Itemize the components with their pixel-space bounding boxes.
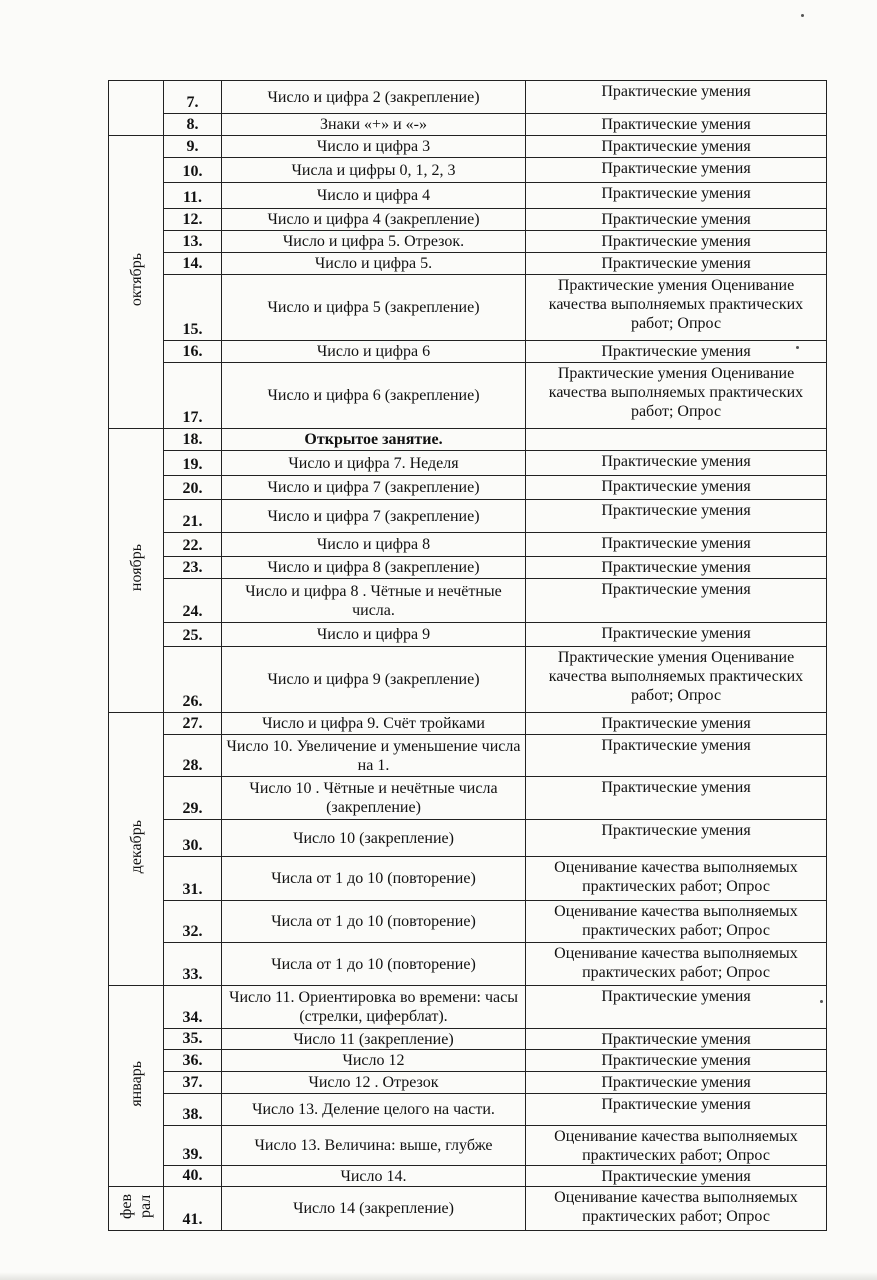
control-form: Практические умения Оценивание качества выполняемых практических работ; Опрос [526,275,827,341]
lesson-topic: Число и цифра 9 (закрепление) [222,647,526,713]
lesson-topic: Число 10. Увеличение и уменьшение числа на 1. [222,735,526,777]
lesson-topic: Знаки «+» и «-» [222,114,526,136]
table-row [109,451,827,476]
lesson-number: 34. [164,986,222,1029]
control-form: Практические умения [526,476,827,500]
table-row [109,735,827,777]
control-form: Практические умения Оценивание качества выполняемых практических работ; Опрос [526,647,827,713]
control-form: Практические умения [526,1072,827,1094]
control-form: Практические умения [526,820,827,857]
table-row [109,209,827,231]
control-form: Практические умения [526,341,827,363]
control-form [526,429,827,451]
lesson-topic: Число и цифра 8 (закрепление) [222,557,526,579]
table-row [109,857,827,901]
lesson-topic: Числа и цифры 0, 1, 2, 3 [222,158,526,183]
table-row [109,114,827,136]
lesson-number: 11. [164,183,222,209]
lesson-number: 8. [164,114,222,136]
lesson-topic: Число 14. [222,1166,526,1187]
control-form: Оценивание качества выполняемых практических работ; Опрос [526,1126,827,1166]
table-row [109,158,827,183]
table-row [109,986,827,1029]
table-row [109,533,827,557]
lesson-number: 31. [164,857,222,901]
control-form: Практические умения [526,533,827,557]
table-row [109,647,827,713]
control-form: Практические умения [526,231,827,253]
lesson-topic: Числа от 1 до 10 (повторение) [222,857,526,901]
table-row [109,136,827,158]
scan-speck [801,14,804,17]
table-row [109,820,827,857]
table-row [109,1094,827,1126]
lesson-number: 32. [164,901,222,943]
control-form: Практические умения [526,183,827,209]
lesson-topic: Открытое занятие. [222,429,526,451]
table-row [109,1187,827,1231]
lesson-number: 19. [164,451,222,476]
lesson-number: 22. [164,533,222,557]
control-form: Практические умения [526,557,827,579]
lesson-topic: Число 13. Величина: выше, глубже [222,1126,526,1166]
control-form: Практические умения Оценивание качества выполняемых практических работ; Опрос [526,363,827,429]
control-form: Практические умения [526,777,827,820]
lesson-number: 28. [164,735,222,777]
lesson-number: 27. [164,713,222,735]
lesson-number: 39. [164,1126,222,1166]
control-form: Практические умения [526,451,827,476]
month-cell [109,81,164,136]
table-row [109,901,827,943]
table-row [109,1126,827,1166]
lesson-topic: Число и цифра 7. Неделя [222,451,526,476]
table-row [109,777,827,820]
table-row [109,476,827,500]
lesson-topic: Число и цифра 9 [222,623,526,647]
lesson-number: 12. [164,209,222,231]
lesson-topic: Число 11. Ориентировка во времени: часы (стрелки, циферблат). [222,986,526,1029]
lesson-topic: Число и цифра 7 (закрепление) [222,500,526,533]
table-row [109,1050,827,1072]
control-form: Практические умения [526,1166,827,1187]
lesson-number: 36. [164,1050,222,1072]
lesson-topic: Число и цифра 8 . Чётные и нечётные числа. [222,579,526,623]
table-row [109,943,827,986]
control-form: Практические умения [526,81,827,114]
table-row [109,253,827,275]
lesson-topic: Число и цифра 8 [222,533,526,557]
control-form: Практические умения [526,713,827,735]
table-row [109,183,827,209]
control-form: Оценивание качества выполняемых практических работ; Опрос [526,857,827,901]
month-label: декабрь [127,819,145,874]
lesson-topic: Число 12 [222,1050,526,1072]
lesson-number: 23. [164,557,222,579]
table-row [109,1072,827,1094]
lesson-topic: Число и цифра 6 [222,341,526,363]
table-row [109,275,827,341]
month-label: фев рал [118,1193,154,1219]
table-row [109,623,827,647]
lesson-topic: Число 11 (закрепление) [222,1029,526,1050]
control-form: Практические умения [526,253,827,275]
lesson-number: 20. [164,476,222,500]
table-row [109,500,827,533]
lesson-number: 21. [164,500,222,533]
lesson-number: 10. [164,158,222,183]
month-label: январь [127,1060,145,1107]
lesson-number: 26. [164,647,222,713]
lesson-topic: Число 14 (закрепление) [222,1187,526,1231]
lesson-topic: Числа от 1 до 10 (повторение) [222,901,526,943]
control-form: Практические умения [526,623,827,647]
month-cell [109,713,164,986]
lesson-topic: Число и цифра 6 (закрепление) [222,363,526,429]
lesson-number: 15. [164,275,222,341]
control-form: Практические умения [526,579,827,623]
lesson-number: 38. [164,1094,222,1126]
table-row [109,1029,827,1050]
lesson-number: 18. [164,429,222,451]
lesson-number: 7. [164,81,222,114]
control-form: Практические умения [526,209,827,231]
lesson-number: 24. [164,579,222,623]
control-form: Практические умения [526,158,827,183]
control-form: Практические умения [526,136,827,158]
control-form: Практические умения [526,114,827,136]
lesson-number: 9. [164,136,222,158]
month-cell [109,986,164,1187]
lesson-topic: Число и цифра 7 (закрепление) [222,476,526,500]
lesson-number: 16. [164,341,222,363]
lesson-number: 17. [164,363,222,429]
month-cell [109,1187,164,1231]
control-form: Практические умения [526,1094,827,1126]
lesson-number: 35. [164,1029,222,1050]
lesson-topic: Число и цифра 4 [222,183,526,209]
lesson-topic: Число 10 (закрепление) [222,820,526,857]
control-form: Оценивание качества выполняемых практических работ; Опрос [526,901,827,943]
lesson-topic: Число и цифра 9. Счёт тройками [222,713,526,735]
lesson-number: 41. [164,1187,222,1231]
lesson-topic: Число и цифра 3 [222,136,526,158]
table-row [109,713,827,735]
control-form: Практические умения [526,500,827,533]
control-form: Практические умения [526,1029,827,1050]
lesson-topic: Число 10 . Чётные и нечётные числа (закрепление) [222,777,526,820]
table-row [109,81,827,114]
table-row [109,231,827,253]
lesson-topic: Число и цифра 5. Отрезок. [222,231,526,253]
table-row [109,363,827,429]
lesson-number: 37. [164,1072,222,1094]
lesson-plan-body [109,81,827,1231]
lesson-topic: Число и цифра 2 (закрепление) [222,81,526,114]
control-form: Оценивание качества выполняемых практических работ; Опрос [526,943,827,986]
control-form: Практические умения [526,1050,827,1072]
lesson-number: 14. [164,253,222,275]
lesson-number: 40. [164,1166,222,1187]
lesson-number: 30. [164,820,222,857]
lesson-topic: Числа от 1 до 10 (повторение) [222,943,526,986]
lesson-topic: Число 13. Деление целого на части. [222,1094,526,1126]
table-row [109,341,827,363]
table-row [109,579,827,623]
table-row [109,557,827,579]
month-label: октябрь [127,252,145,307]
lesson-number: 25. [164,623,222,647]
month-cell [109,136,164,429]
control-form: Оценивание качества выполняемых практических работ; Опрос [526,1187,827,1231]
lesson-number: 29. [164,777,222,820]
lesson-topic: Число и цифра 5 (закрепление) [222,275,526,341]
lesson-topic: Число 12 . Отрезок [222,1072,526,1094]
lesson-topic: Число и цифра 4 (закрепление) [222,209,526,231]
month-label: ноябрь [127,544,145,592]
lesson-plan-table [108,80,827,1231]
lesson-topic: Число и цифра 5. [222,253,526,275]
table-row [109,1166,827,1187]
lesson-number: 33. [164,943,222,986]
control-form: Практические умения [526,735,827,777]
control-form: Практические умения [526,986,827,1029]
table-row [109,429,827,451]
lesson-number: 13. [164,231,222,253]
scan-edge-shadow [0,1272,877,1280]
month-cell [109,429,164,713]
